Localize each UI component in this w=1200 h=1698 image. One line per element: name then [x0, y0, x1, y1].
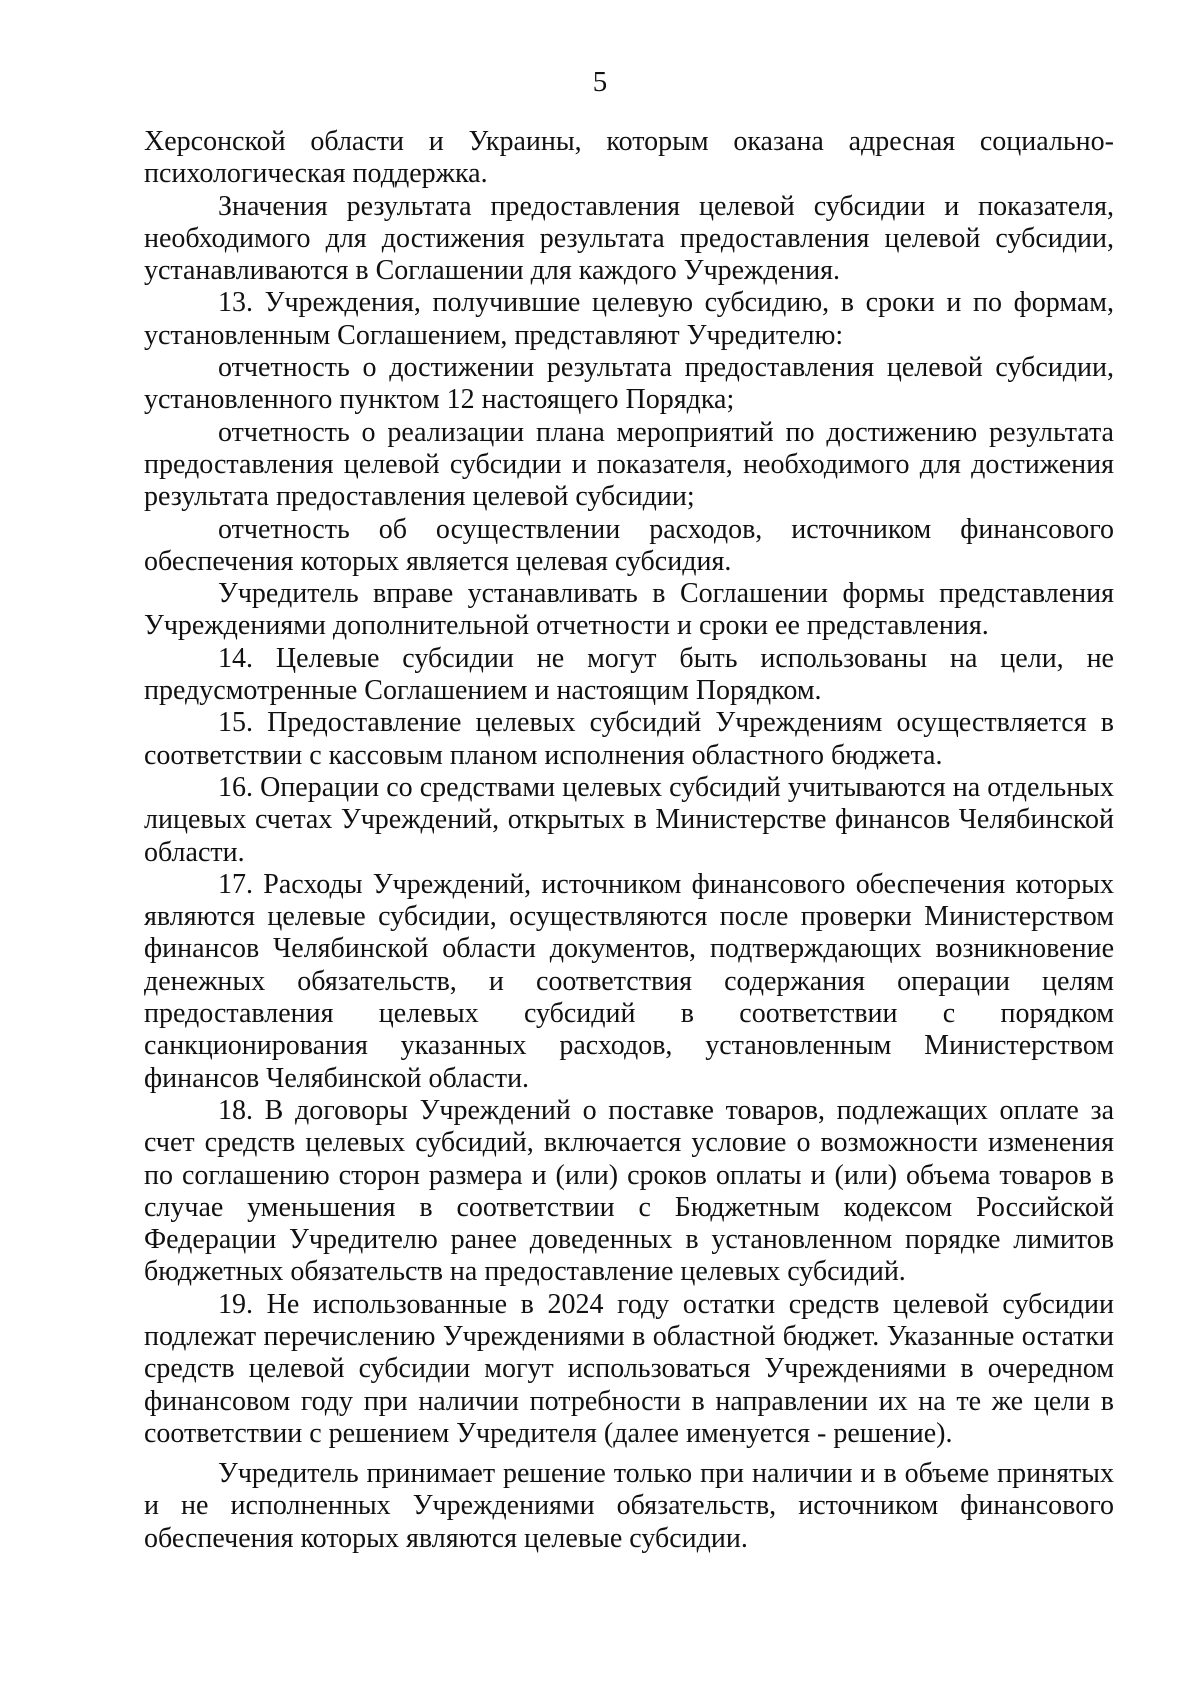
paragraph-item-13: 13. Учреждения, получившие целевую субсидию, в сроки и по формам, установленным Соглашением, представляют Учредителю: — [144, 287, 1114, 351]
paragraph-item-18: 18. В договоры Учреждений о поставке товаров, подлежащих оплате за счет средств целевых субсидий, включается условие о возможности изменения по соглашению сторон размера и (или) сроков оплаты и (или) объема товаров в случае уменьшения в соответствии с Бюджетным кодексом Российской Федерации Учредителю ранее доведенных в установленном порядке лимитов бюджетных обязательств на предоставление целевых субсидий. — [144, 1094, 1114, 1288]
paragraph-continuation: Херсонской области и Украины, которым оказана адресная социально-психологическая поддержка. — [144, 126, 1114, 190]
paragraph-item-14: 14. Целевые субсидии не могут быть использованы на цели, не предусмотренные Соглашением и настоящим Порядком. — [144, 642, 1114, 707]
paragraph-founder-decision: Учредитель принимает решение только при наличии и в объеме принятых и не исполненных Учреждениями обязательств, источником финансового обеспечения которых являются целевые субсидии. — [144, 1458, 1114, 1554]
paragraph-report-result: отчетность о достижении результата предоставления целевой субсидии, установленного пунктом 12 настоящего Порядка; — [144, 352, 1114, 416]
document-body — [144, 126, 1114, 1555]
paragraph-item-17: 17. Расходы Учреждений, источником финансового обеспечения которых являются целевые субсидии, осуществляются после проверки Министерством финансов Челябинской области документов, подтверждающих возникновение денежных обязательств, и соответствия содержания операции целям предоставления целевых субсидий в соответствии с порядком санкционирования указанных расходов, установленным Министерством финансов Челябинской области. — [144, 868, 1114, 1094]
paragraph-report-plan: отчетность о реализации плана мероприятий по достижению результата предоставления целевой субсидии и показателя, необходимого для достижения результата предоставления целевой субсидии; — [144, 416, 1114, 513]
paragraph-item-15: 15. Предоставление целевых субсидий Учреждениям осуществляется в соответствии с кассовым планом исполнения областного бюджета. — [144, 707, 1114, 771]
paragraph-item-16: 16. Операции со средствами целевых субсидий учитываются на отдельных лицевых счетах Учреждений, открытых в Министерстве финансов Челябинской области. — [144, 771, 1114, 868]
paragraph-item-19: 19. Не использованные в 2024 году остатки средств целевой субсидии подлежат перечислению Учреждениями в областной бюджет. Указанные остатки средств целевой субсидии могут использоваться Учреждениями в очередном финансовом году при наличии потребности в направлении их на те же цели в соответствии с решением Учредителя (далее именуется - решение). — [144, 1288, 1114, 1449]
paragraph-result-values: Значения результата предоставления целевой субсидии и показателя, необходимого для достижения результата предоставления целевой субсидии, устанавливаются в Соглашении для каждого Учреждения. — [144, 190, 1114, 287]
paragraph-report-expenses: отчетность об осуществлении расходов, источником финансового обеспечения которых является целевая субсидия. — [144, 513, 1114, 577]
paragraph-founder-rights: Учредитель вправе устанавливать в Соглашении формы представления Учреждениями дополнительной отчетности и сроки ее представления. — [144, 578, 1114, 642]
page-number: 5 — [592, 66, 608, 98]
